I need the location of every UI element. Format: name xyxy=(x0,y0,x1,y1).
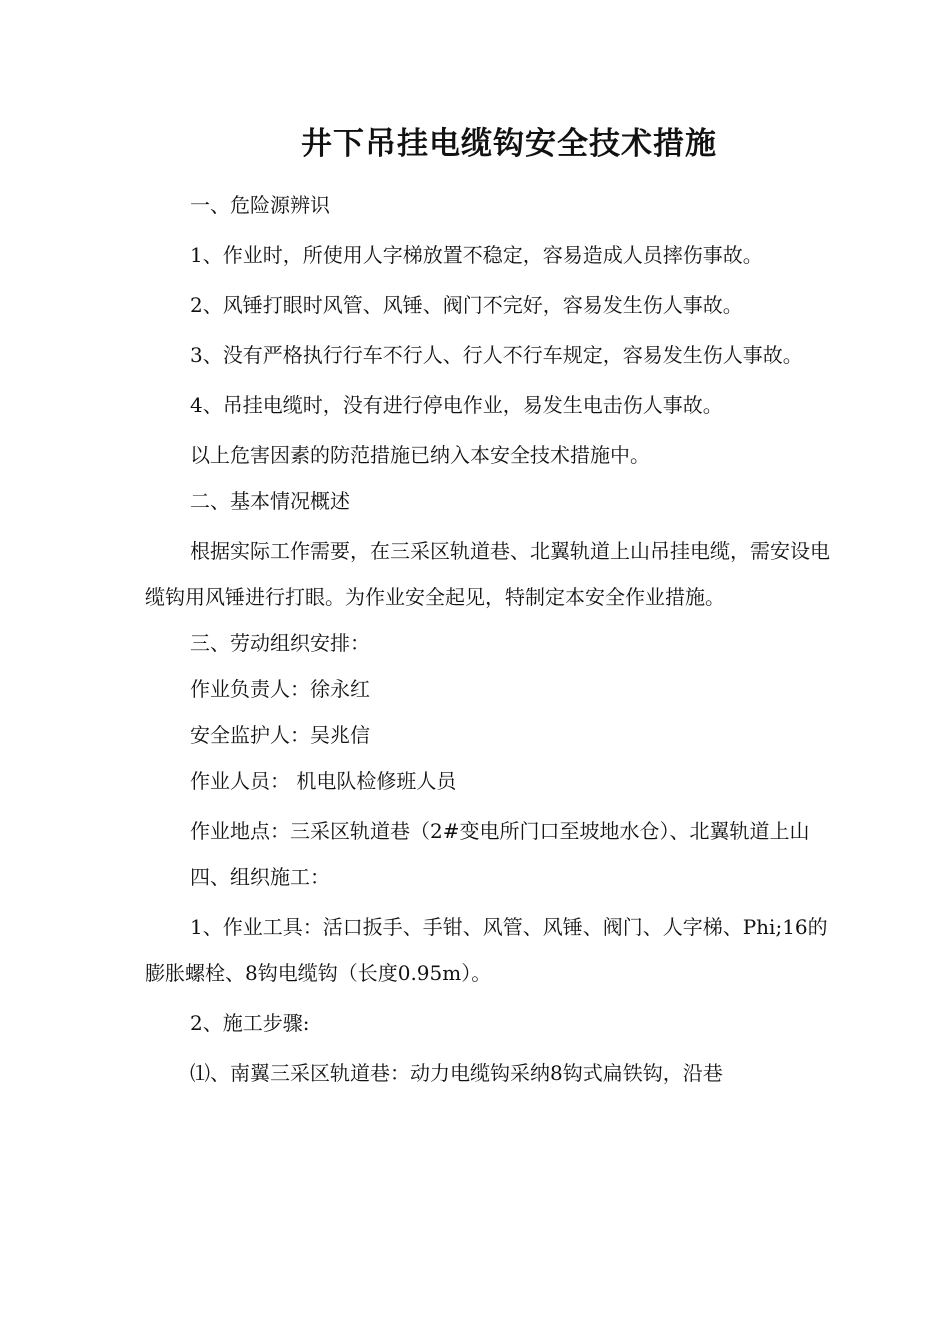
paragraph-work-location: 作业地点：三采区轨道巷（2#变电所门口至坡地水仓）、北翼轨道上山 xyxy=(190,819,810,843)
paragraph-safety-supervisor: 安全监护人：吴兆信 xyxy=(190,723,370,747)
paragraph-tools: 1、作业工具：活口扳手、手钳、风管、风锤、阀门、人字梯、Phi;16的膨胀螺栓、8钩电缆钩（长度0.95m）。 xyxy=(145,915,828,985)
section-heading-overview: 二、基本情况概述 xyxy=(190,489,350,513)
paragraph-work-leader: 作业负责人：徐永红 xyxy=(190,677,370,701)
paragraph-steps-heading: 2、施工步骤: xyxy=(190,1011,310,1035)
paragraph-overview: 根据实际工作需要，在三采区轨道巷、北翼轨道上山吊挂电缆，需安设电缆钩用风锤进行打眼。为作业安全起见，特制定本安全作业措施。 xyxy=(145,539,830,609)
section-heading-labor: 三、劳动组织安排： xyxy=(190,631,370,655)
paragraph-hazard-3: 3、没有严格执行行车不行人、行人不行车规定，容易发生伤人事故。 xyxy=(190,343,803,367)
paragraph-workers: 作业人员： 机电队检修班人员 xyxy=(190,769,457,793)
document-body xyxy=(145,182,830,1096)
section-heading-hazards: 一、危险源辨识 xyxy=(190,193,330,217)
paragraph-hazard-1: 1、作业时，所使用人字梯放置不稳定，容易造成人员摔伤事故。 xyxy=(190,243,763,267)
paragraph-measures-note: 以上危害因素的防范措施已纳入本安全技术措施中。 xyxy=(190,443,650,467)
paragraph-step-1: ⑴、南翼三采区轨道巷：动力电缆钩采纳8钩式扁铁钩，沿巷 xyxy=(190,1061,723,1085)
document-title: 井下吊挂电缆钩安全技术措施 xyxy=(301,126,717,162)
paragraph-hazard-2: 2、风锤打眼时风管、风锤、阀门不完好，容易发生伤人事故。 xyxy=(190,293,743,317)
section-heading-construction: 四、组织施工： xyxy=(190,865,330,889)
paragraph-hazard-4: 4、吊挂电缆时，没有进行停电作业，易发生电击伤人事故。 xyxy=(190,393,723,417)
